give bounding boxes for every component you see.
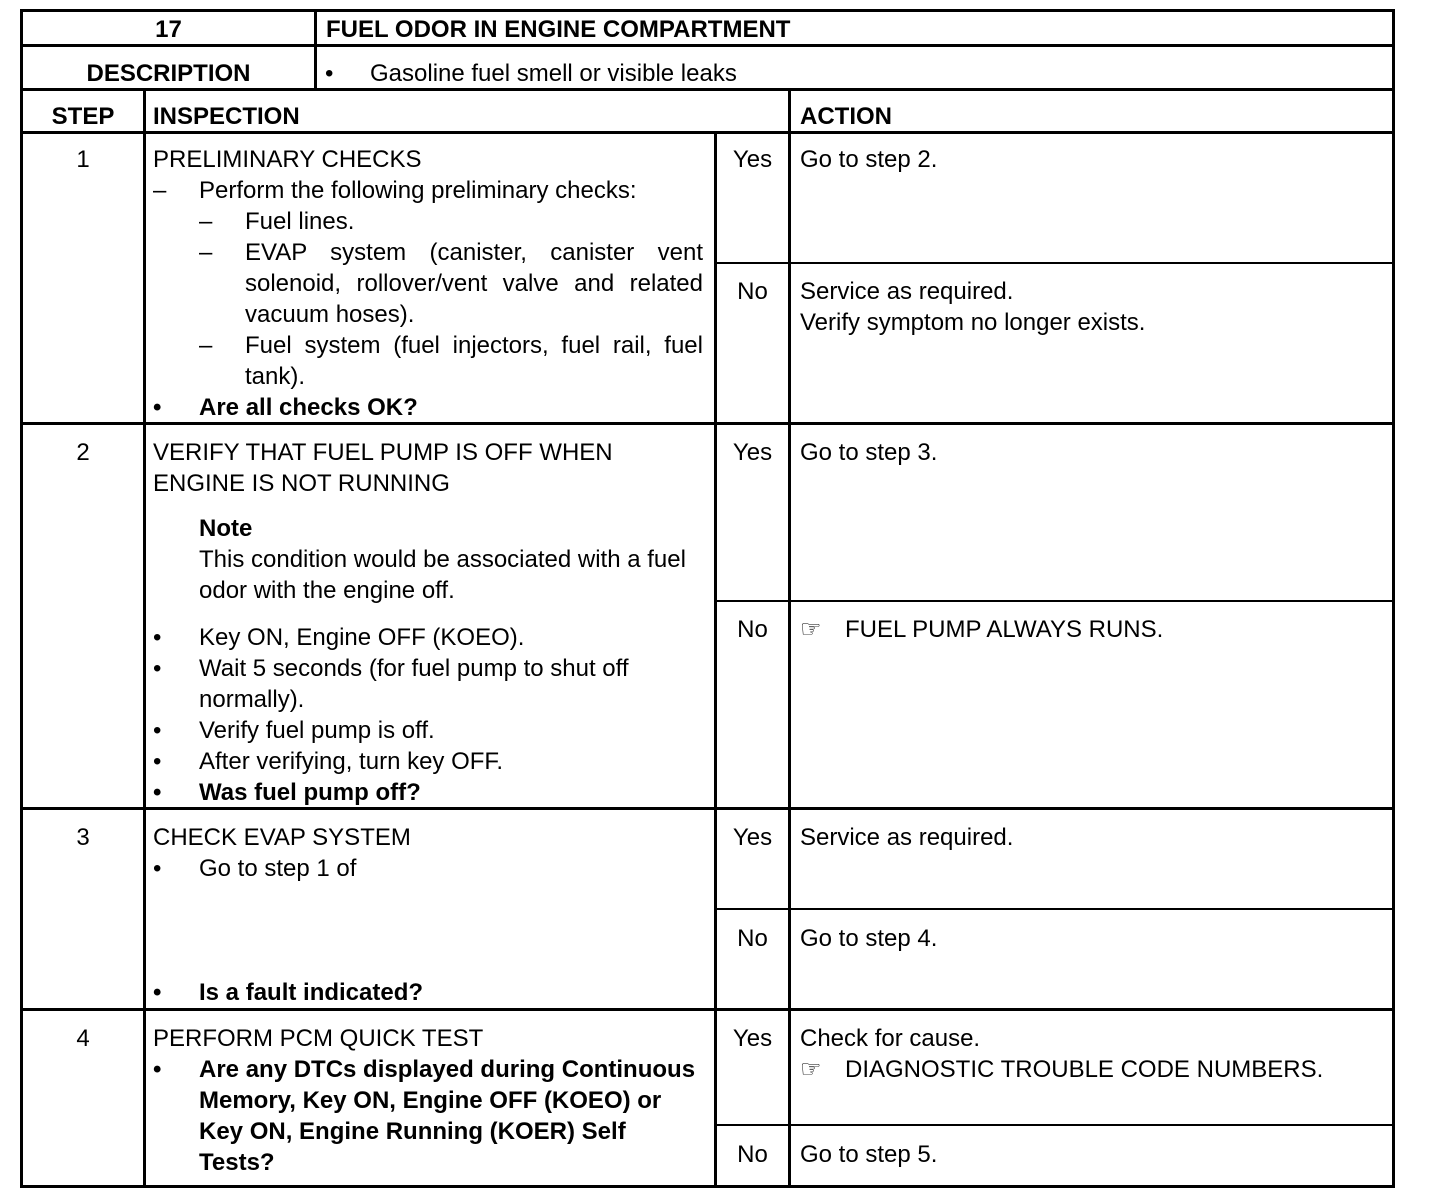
list-item: • Key ON, Engine OFF (KOEO).: [153, 624, 525, 651]
list-item: • Go to step 1 of: [153, 855, 357, 882]
step-3-number: 3: [76, 824, 90, 851]
list-item: – Fuel lines.: [199, 208, 355, 235]
column-header-inspection: INSPECTION: [153, 103, 300, 130]
rule-step-2-yes-no: [715, 600, 1392, 602]
step-4-question: • Are any DTCs displayed during Continuous Memory, Key ON, Engine OFF (KOEO) or Key ON, Engine Running (KOER) Self Tests?: [153, 1056, 696, 1176]
rule-header-divider: [314, 12, 317, 90]
description-label: DESCRIPTION: [86, 60, 251, 87]
dash-marker: –: [199, 239, 213, 266]
step-1-title: PRELIMINARY CHECKS: [153, 146, 422, 173]
step-3-no-action: Go to step 4.: [800, 925, 938, 952]
list-item: • Wait 5 seconds (for fuel pump to shut off normally).: [153, 655, 629, 713]
list-item: • Verify fuel pump is off.: [153, 717, 435, 744]
step-3-inspection: [153, 822, 703, 1002]
step-3-no-label: No: [737, 925, 768, 952]
symptom-number: 17: [155, 16, 182, 43]
symptom-title: FUEL ODOR IN ENGINE COMPARTMENT: [326, 16, 791, 43]
step-4-no-label: No: [737, 1141, 768, 1168]
step-2-yes-label: Yes: [732, 439, 773, 466]
step-3-yes-action: Service as required.: [800, 824, 1014, 851]
dash-marker: –: [153, 177, 167, 204]
step-2-inspection: [153, 437, 703, 808]
bullet-marker: •: [153, 624, 162, 651]
step-4-title: PERFORM PCM QUICK TEST: [153, 1025, 484, 1052]
step-4-number: 4: [76, 1025, 90, 1052]
pointing-hand-icon: ☞: [800, 1056, 822, 1083]
step-2-title: VERIFY THAT FUEL PUMP IS OFF WHEN ENGINE IS NOT RUNNING: [153, 439, 613, 497]
step-2-list: [153, 622, 703, 808]
bullet-marker: •: [153, 748, 162, 775]
bullet-marker: •: [153, 717, 162, 744]
rule-action-column: [788, 132, 791, 1185]
rule-step-4-yes-no: [715, 1124, 1392, 1126]
step-2-no-label: No: [737, 616, 768, 643]
step-2-note: [153, 513, 703, 606]
note-label: Note: [199, 515, 253, 542]
step-2-yes-action: Go to step 3.: [800, 439, 938, 466]
step-1-no-label: No: [737, 278, 768, 305]
bullet-marker: •: [153, 779, 162, 806]
list-item: – Fuel system (fuel injectors, fuel rail, fuel tank).: [199, 332, 703, 390]
step-1-no-action: Service as required. Verify symptom no longer exists.: [800, 278, 1146, 336]
bullet-marker: •: [153, 855, 162, 882]
step-4-yes-action: Check for cause. ☞ DIAGNOSTIC TROUBLE CODE NUMBERS.: [800, 1023, 1380, 1085]
step-1-number: 1: [76, 146, 90, 173]
rule-under-step-3: [23, 1008, 1392, 1011]
step-2-no-action[interactable]: ☞ FUEL PUMP ALWAYS RUNS.: [800, 616, 1164, 643]
bullet-marker: •: [153, 979, 162, 1002]
list-item: • After verifying, turn key OFF.: [153, 748, 504, 775]
step-1-question: • Are all checks OK?: [153, 394, 418, 421]
step-3-title: CHECK EVAP SYSTEM: [153, 824, 411, 851]
description-bullet: •: [325, 60, 334, 87]
step-4-no-action: Go to step 5.: [800, 1141, 938, 1168]
step-1-yes-action: Go to step 2.: [800, 146, 938, 173]
diagnostic-table: [20, 9, 1395, 1188]
step-4-yes-reference[interactable]: ☞ DIAGNOSTIC TROUBLE CODE NUMBERS.: [800, 1056, 1324, 1083]
rule-step-1-yes-no: [715, 262, 1392, 264]
rule-step-column: [143, 89, 146, 1185]
bullet-marker: •: [153, 655, 162, 682]
dash-marker: –: [199, 332, 213, 359]
description-text: • Gasoline fuel smell or visible leaks: [325, 60, 737, 87]
dash-marker: –: [199, 208, 213, 235]
list-item: – Perform the following preliminary checks:: [153, 177, 637, 204]
step-4-inspection: [153, 1023, 703, 1178]
pointing-hand-icon: ☞: [800, 616, 822, 643]
step-2-question: • Was fuel pump off?: [153, 779, 421, 806]
step-2-number: 2: [76, 439, 90, 466]
rule-action-column-header: [788, 89, 791, 133]
list-item: – EVAP system (canister, canister vent solenoid, rollover/vent valve and related vacuum hoses).: [199, 239, 703, 328]
step-1-yes-label: Yes: [732, 146, 773, 173]
note-text: This condition would be associated with a fuel odor with the engine off.: [199, 546, 686, 604]
bullet-marker: •: [153, 1056, 162, 1083]
step-4-yes-label: Yes: [732, 1025, 773, 1052]
step-3-question: • Is a fault indicated?: [153, 977, 703, 1002]
column-header-step: STEP: [51, 103, 115, 130]
column-header-action: ACTION: [800, 103, 892, 130]
step-3-yes-label: Yes: [732, 824, 773, 851]
bullet-marker: •: [153, 394, 162, 421]
step-1-inspection: [153, 144, 703, 423]
rule-step-3-yes-no: [715, 908, 1392, 910]
